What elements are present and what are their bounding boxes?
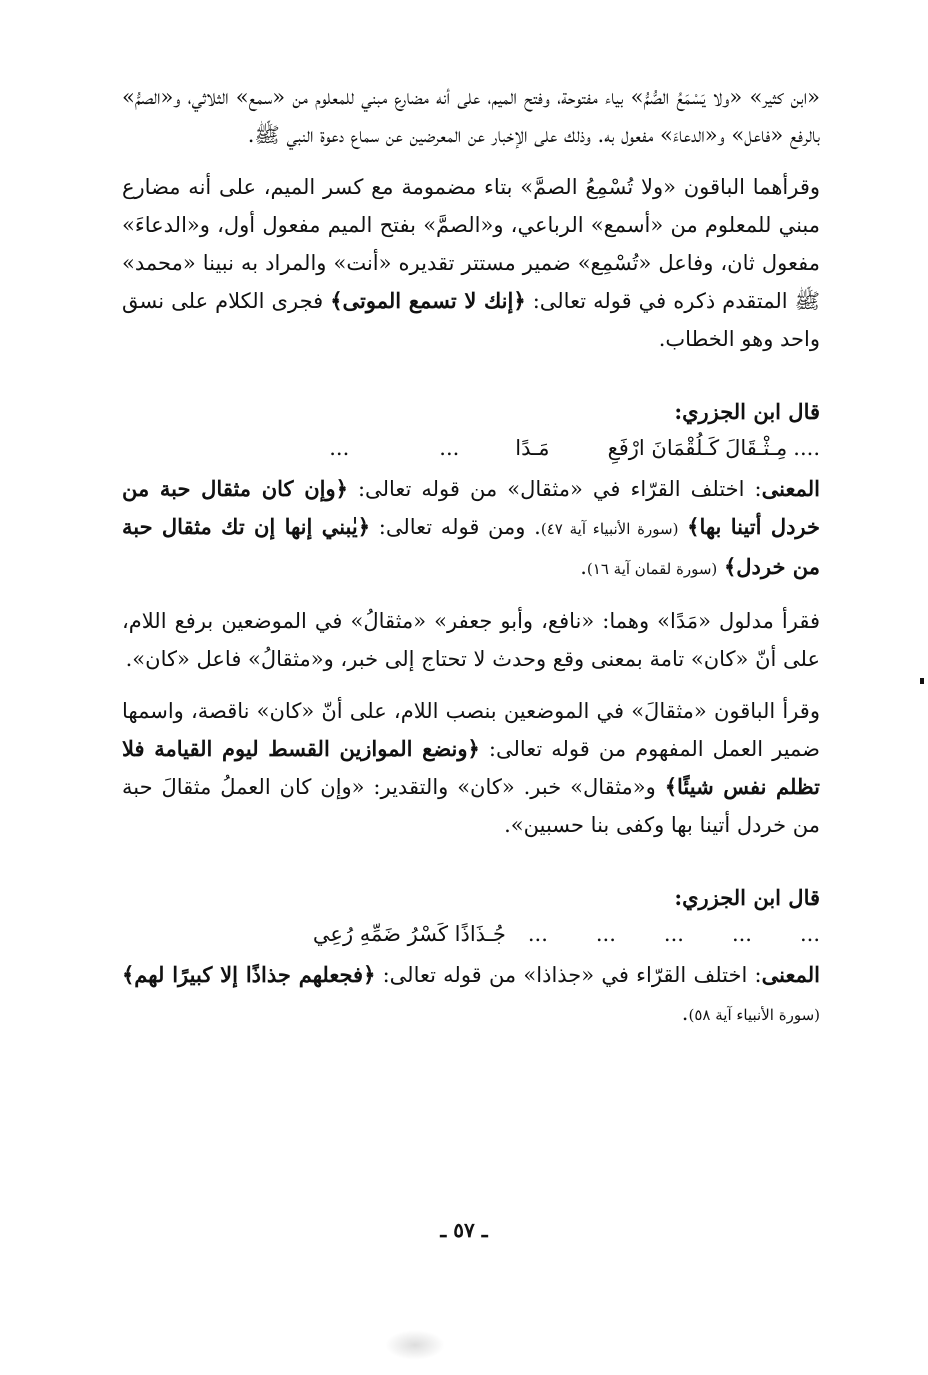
quran-quote: ﴿يٰبني إنها إن تك مثقال حبة من خردل﴾ (122, 514, 820, 579)
paragraph-text: وقرأ الباقون «مثقالَ» في الموضعين بنصب اللام، على أنّ «كان» ناقصة، واسمها ضمير العمل المفهوم من قوله تعالى: (122, 699, 821, 761)
meaning-label: المعنى (761, 476, 820, 501)
poem-verse-2 (122, 916, 820, 952)
paragraph-meaning-judhadh (122, 956, 820, 1034)
meaning-label: المعنى (761, 962, 820, 987)
section-heading-1: قال ابن الجزري: (674, 399, 820, 424)
paragraph-text: . ومن قوله تعالى: (370, 515, 541, 539)
verse-word: مَـدًا (515, 436, 550, 460)
verse-ellipsis: ... (731, 922, 752, 946)
scan-smudge (385, 1330, 445, 1360)
verse-ellipsis: ... (329, 436, 350, 460)
verse-ellipsis: ... (595, 922, 616, 946)
spacer (122, 358, 820, 394)
verse-ellipsis: .... (793, 436, 820, 460)
verse-ellipsis: ... (799, 922, 820, 946)
quran-quote: ﴿ونضع الموازين القسط ليوم القيامة فلا تظلم نفس شيئًا﴾ (122, 736, 820, 799)
spacer (122, 844, 820, 880)
paragraph-text: : اختلف القرّاء في «مثقال» من قوله تعالى: (347, 477, 762, 501)
verse-word: جُـذَاذًا كَسْرُ ضَمِّهِ رُعِي (312, 922, 506, 946)
spacer (122, 154, 820, 168)
paragraph-remaining-readers (122, 168, 820, 358)
paragraph-meaning-mithqal (122, 470, 820, 588)
paragraph-text: فقرأ مدلول «مَدًا» وهما: «نافع، وأبو جعفر» «مثقالُ» في الموضعين برفع اللام، على أنّ «كان» تامة بمعنى وقع وحدث لا تحتاج إلى خبر، و«مثقالُ» فاعل «كان». (122, 609, 820, 671)
paragraph-text: . (681, 1001, 689, 1025)
spacer (122, 588, 820, 602)
poem-verse-1 (122, 430, 820, 466)
verse-word: مِـثْـقَالَ (725, 436, 788, 460)
paragraph-text: : اختلف القرّاء في «جذاذا» من قوله تعالى: (375, 963, 762, 987)
paragraph-nafi-abu-jafar (122, 602, 820, 678)
surah-reference: (سورة الأنبياء آية ٥٨) (688, 1006, 820, 1024)
paragraph-ibn-kathir (122, 78, 820, 154)
verse-ellipsis: ... (527, 922, 548, 946)
verse-ellipsis: ... (439, 436, 460, 460)
spacer (122, 678, 820, 692)
page-number: ـ ٥٧ ـ (440, 1218, 488, 1242)
quran-quote: ﴿فجعلهم جذاذًا إلا كبيرًا لهم﴾ (122, 962, 376, 987)
quran-quote: ﴿وإن كان مثقال حبة من خردل أتينا بها﴾ (122, 476, 820, 539)
verse-ellipsis: ... (663, 922, 684, 946)
surah-reference: (سورة الأنبياء آية ٤٧) (540, 520, 679, 538)
paragraph-text: «ابن كثير» «ولا يَسْمَعُ الصُّمُّ» بياء مفتوحة، وفتح الميم، على أنه مضارع مبني للمعلوم من «سمع» الثلاثي، و«الصمُّ» بالرفع «فاعل» و«الدعاءَ» مفعول به. وذلك على الإخبار عن المعرضين عن سماع دعوة النبي ﷺ. (122, 85, 820, 147)
margin-mark (920, 678, 924, 684)
paragraph-text: فجرى الكلام على نسق واحد وهو الخطاب. (122, 289, 820, 351)
paragraph-text: . (580, 555, 587, 579)
paragraph-remaining-readers-2 (122, 692, 820, 844)
paragraph-text: و«مثقال» خبر. «كان» والتقدير: «وإن كان العملُ مثقالَ حبة من خردل أتينا بها وكفى بنا حسبين». (122, 775, 820, 837)
paragraph-text: وقرأهما الباقون «ولا تُسْمِعُ الصمَّ» بتاء مضمومة مع كسر الميم، على أنه مضارع مبني للمعلوم من «أسمع» الرباعي، و«الصمَّ» بفتح الميم مفعول أول، و«الدعاءَ» مفعول ثان، وفاعل «تُسْمِع» ضمير مستتر تقديره «أنت» والمراد به نبينا «محمد» ﷺ المتقدم ذكره في قوله تعالى: (122, 175, 820, 313)
surah-reference: (سورة لقمان آية ١٦) (586, 560, 718, 578)
section-heading-2: قال ابن الجزري: (674, 885, 820, 910)
verse-word: كَـلُقْمَانَ ارْفَعِ (607, 436, 720, 460)
quran-quote: ﴿إنك لا تسمع الموتى﴾ (330, 288, 526, 313)
